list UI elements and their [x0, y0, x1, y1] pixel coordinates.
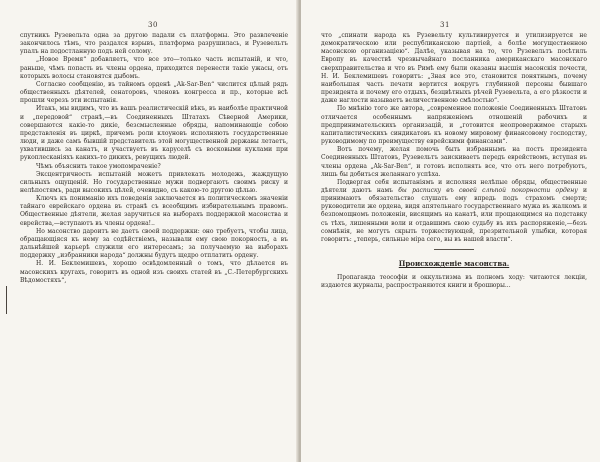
paragraph: Чѣмъ объяснить такое умопомраченіе?: [36, 162, 161, 170]
paragraph: Согласно сообщенію, въ тайномъ орденѣ „Ak-Sar-Ben“ числится цѣлый рядъ общественныхъ дѣятелей, сенаторовъ, членовъ конгресса и пр., которые всѣ прошли черезъ эти испытанія.: [20, 80, 288, 105]
page-number: 30: [148, 21, 158, 29]
paragraph: „Новое Время“ добавляетъ, что все это—только часть испытаній, и что, раньше, чѣмъ попасть въ члены ордена, приходится перенести такіе ужасы, отъ которыхъ волосы становятся дыбомъ.: [20, 56, 288, 80]
paragraph: [321, 179, 587, 244]
paragraph: Н. И. Беклемишевъ, хорошо освѣдомленный о томъ, что дѣлается въ масонскихъ кругахъ, говоритъ въ одной изъ своихъ статей въ „С.-Петербургскихъ Вѣдомостяхъ“,: [20, 260, 288, 284]
paragraph: Эксцентричность испытаній можетъ привлекать молодежь, жаждущую сильныхъ ощущеній. Но государственные мужи подвергаютъ своимъ риску и нелѣпостямъ, ради высокихъ цѣлей, очевидно, съ какою-то другою цѣлью.: [20, 170, 288, 194]
page-number: 31: [440, 21, 450, 29]
paragraph-text: и принимаютъ обязательство слушать ему впредь подъ страхомъ смерти; руководители же ордена, видя апятельнаго государственнаго мужа въ жалкомъ и безпомощномъ положеніи, висящимъ на канатѣ, или прощающимся на подставку съ тѣхъ, лишенными воли и отдавшимъ свою судьбу въ ихъ распоряженіе,—безъ сомнѣнія, не могутъ скрыть торжествующей, презрительной улыбки, которая говоритъ: „теперь, сильные міра сего, вы въ нашей власти“.: [321, 186, 587, 243]
page-body: [20, 32, 288, 285]
right-page: [301, 0, 600, 462]
paragraph: Пропаганда теософіи и оккультизма въ полномъ ходу: читаются лекціи, издаются журналы, распространяются книги и брошюры...: [321, 274, 587, 290]
paragraph: По мнѣнію того же автора, „современное положеніе Соединенныхъ Штатовъ отличается особеннымъ напряженіемъ отношеній рабочихъ и предпринимательскихъ организацій, и „готовится неопровержимое старыхъ капиталистическихъ синдикатовъ къ новому мировому финансовому господству, руководимому по преимуществу еврейскими финансами“.: [321, 105, 587, 146]
paragraph: Но масонство дароитъ не даетъ своей поддержки: оно требуетъ, чтобы лица, обращающіяся къ нему за содѣйствіемъ, называли ему свою покорность, а въ дальнѣйшей карьерѣ служили его интересамъ; за получаемую на выборахъ поддержку „избранники народа“ должны будутъ щедро отплатить ордену.: [20, 227, 288, 260]
paragraph-text: Подвергая себя испытаніямъ и исполняя нелѣпые обряды, общественные дѣятели даютъ намъ: [321, 178, 587, 194]
paragraph: Итакъ, мы видимъ, что въ вашъ реалистическій вѣкъ, въ наиболѣе практичной и „передовой“ странѣ,—въ Соединенныхъ Штатахъ Сѣверной Америки, совершаются какіе-то дикіе, безсмысленные обряды, напоминающіе собою представленія въ циркѣ, причемъ роли клоуновъ исполняють государственные люди, и даже самъ бывшій представитель этой могущественной державы летаетъ, ухватившись за канатъ, и участвуетъ въ каруселѣ съ восковыми куклами при рукоплесканіяхъ какихъ-то дикихъ, ревущихъ людей.: [20, 105, 288, 162]
paragraph: Ключъ къ пониманію ихъ поведенія заключается въ политическомъ значеніи тайнаго еврейскаго ордена въ странѣ съ всеобщимъ избирательнымъ правомъ. Общественные дѣятели, желая заручиться на выборахъ поддержкой масонства и еврейства,—вступаютъ въ члены ордена!..: [20, 195, 288, 227]
paragraph: спутникъ Рузевельта одна за другою падали съ платформы. Это развлеченіе закончилось тѣмъ, что раздался взрывъ, платформа разрушилась, и Рузевельтъ упалъ на подостланную подъ ней солому.: [20, 32, 288, 56]
page-body: [321, 32, 587, 291]
section-heading-text: Происхожденіе масонства.: [398, 259, 510, 269]
paragraph: что „спинати народа къ Рузевельту культивируется и утилизируется не демократическою или республиканскою партіей, а болѣе могущественною масонскою организаціею“. Далѣе, указывая на то, что Рузевельтъ посѣтилъ Европу въ качествѣ чрезвычайнаго посланника американскаго масонскаго сверхправительства и что въ Римѣ ему были оказаны высшія масонскія почести, Н. И. Беклемишевъ говоритъ: „Зная все это, становится понятнымъ, почему наибольшая часть печати вертится вокругъ глубинной персоны бывшаго президента и почему его отдыхъ, безцвѣтныхъ рѣчей Рузевельта, а его рѣзкости и даже наглости называетъ величественною смѣлостью“.: [321, 32, 587, 105]
section-heading: [321, 260, 587, 268]
section-divider: [434, 249, 474, 250]
margin-mark: [6, 286, 7, 314]
left-page: [0, 0, 299, 462]
italic-text: бы расписку въ своей слѣпой покорности ордену: [398, 186, 578, 194]
paragraph: Вотъ почему, желая помочь быть избраннымъ на постъ президента Соединенныхъ Штатовъ, Рузевельтъ заискиваетъ передъ еврействомъ, вступая въ члены ордена „Ak-Sar-Ben“, и готовъ исполнять все, что отъ него потребуютъ, лишь бы добиться желаннаго успѣха.: [321, 146, 587, 178]
